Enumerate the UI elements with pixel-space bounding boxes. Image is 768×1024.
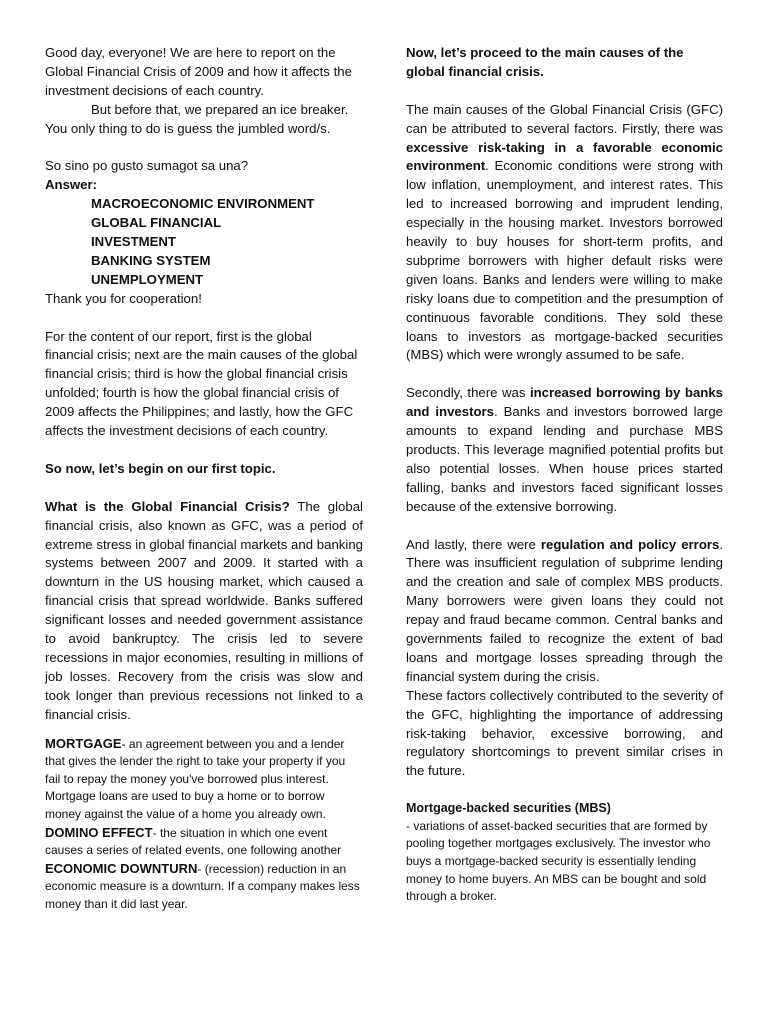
intro-paragraph: Good day, everyone! We are here to report on the Global Financial Crisis of 2009 and how it affects the investment decisions of each country. [45, 45, 352, 98]
left-column [45, 44, 363, 914]
causes-heading: Now, let’s proceed to the main causes of the global financial crisis. [406, 45, 684, 79]
cause-1-paragraph: The main causes of the Global Financial Crisis (GFC) can be attributed to several factors. Firstly, there was excessive risk-taking in a favorable economic environment. Economic conditions were strong with low inflation, unemployment, and interest rates. This led to increased borrowing and imprudent lending, especially in the housing market. Investors borrowed heavily to buy houses for short-term profits, and subprime borrowers with higher default risks were given loans. Banks and lenders were willing to make risky loans due to competition and the presumption of continuous favorable conditions. They sold these loans to investors as mortgage-backed securities (MBS) which were wrongly assumed to be safe. [406, 101, 723, 363]
right-column [406, 44, 723, 906]
question-line: So sino po gusto sumagot sa una? [45, 158, 249, 174]
definitions [45, 735, 363, 914]
gfc-paragraph: What is the Global Financial Crisis? The global financial crisis, also known as GFC, was a period of extreme stress in global financial markets and banking systems between 2007 and 2009. It started with a downturn in the US housing market, which caused a financial crisis that spread worldwide. Banks suffered significant losses and needed government assistance to avoid bankruptcy. The crisis led to severe recessions in major economies, resulting in millions of job losses. Recovery from the crisis was slow and took longer than previous recessions not linked to a financial crisis. [45, 498, 363, 722]
icebreaker-paragraph: But before that, we prepared an ice breaker. You only thing to do is guess the jumbled word/s. [45, 101, 349, 136]
summary-paragraph: These factors collectively contributed to the severity of the GFC, highlighting the importance of addressing risk-taking behavior, excessive borrowing, and regulatory shortcomings to prevent similar crises in the future. [406, 687, 723, 779]
answer-label: Answer: [45, 177, 98, 193]
answer-item: BANKING SYSTEM [91, 252, 211, 268]
definition-domino-effect: DOMINO EFFECT- the situation in which one event causes a series of related events, one following another [45, 824, 342, 858]
answer-item: UNEMPLOYMENT [91, 271, 204, 287]
answer-item: MACROECONOMIC ENVIRONMENT [91, 196, 315, 212]
mbs-heading: Mortgage-backed securities (MBS) [406, 801, 611, 816]
begin-line: So now, let’s begin on our first topic. [45, 460, 276, 476]
gfc-heading: What is the Global Financial Crisis? [45, 498, 290, 514]
cause-2-paragraph: Secondly, there was increased borrowing by banks and investors. Banks and investors borrowed large amounts to expand lending and purchase MBS products. This leverage magnified potential profits but also potential losses. When house prices started falling, banks and investors faced significant losses because of the extensive borrowing. [406, 385, 723, 514]
answer-list [45, 195, 363, 290]
answer-item: INVESTMENT [91, 234, 176, 250]
answer-item: GLOBAL FINANCIAL [91, 215, 222, 231]
mbs-definition [406, 800, 723, 906]
mbs-text: - variations of asset-backed securities that are formed by pooling together mortgages exclusively. The investor who buys a mortgage-backed security is essentially lending money to home buyers. An MBS can be bought and sold through a broker. [406, 818, 711, 904]
definition-mortgage: MORTGAGE- an agreement between you and a lender that gives the lender the right to take your property if you fail to repay the money you've borrowed plus interest. Mortgage loans are used to buy a home or to borrow money against the value of a home you already own. [45, 735, 346, 821]
definition-economic-downturn: ECONOMIC DOWNTURN- (recession) reduction in an economic measure is a downturn. If a company makes less money than it did last year. [45, 860, 360, 911]
thanks-line: Thank you for cooperation! [45, 290, 202, 306]
content-outline-paragraph: For the content of our report, first is the global financial crisis; next are the main causes of the global financial crisis; third is how the global financial crisis unfolded; fourth is how the global financial crisis of 2009 affects the Philippines; and lastly, how the GFC affects the investment decisions of each country. [45, 328, 358, 439]
cause-3-paragraph: And lastly, there were regulation and policy errors. There was insufficient regulation of subprime lending and the creation and sale of complex MBS products. Many borrowers were given loans they could not repay and fraud became common. Central banks and governments failed to recognize the extent of bad loans and mortgage losses spreading through the financial system during the crisis. [406, 536, 724, 684]
